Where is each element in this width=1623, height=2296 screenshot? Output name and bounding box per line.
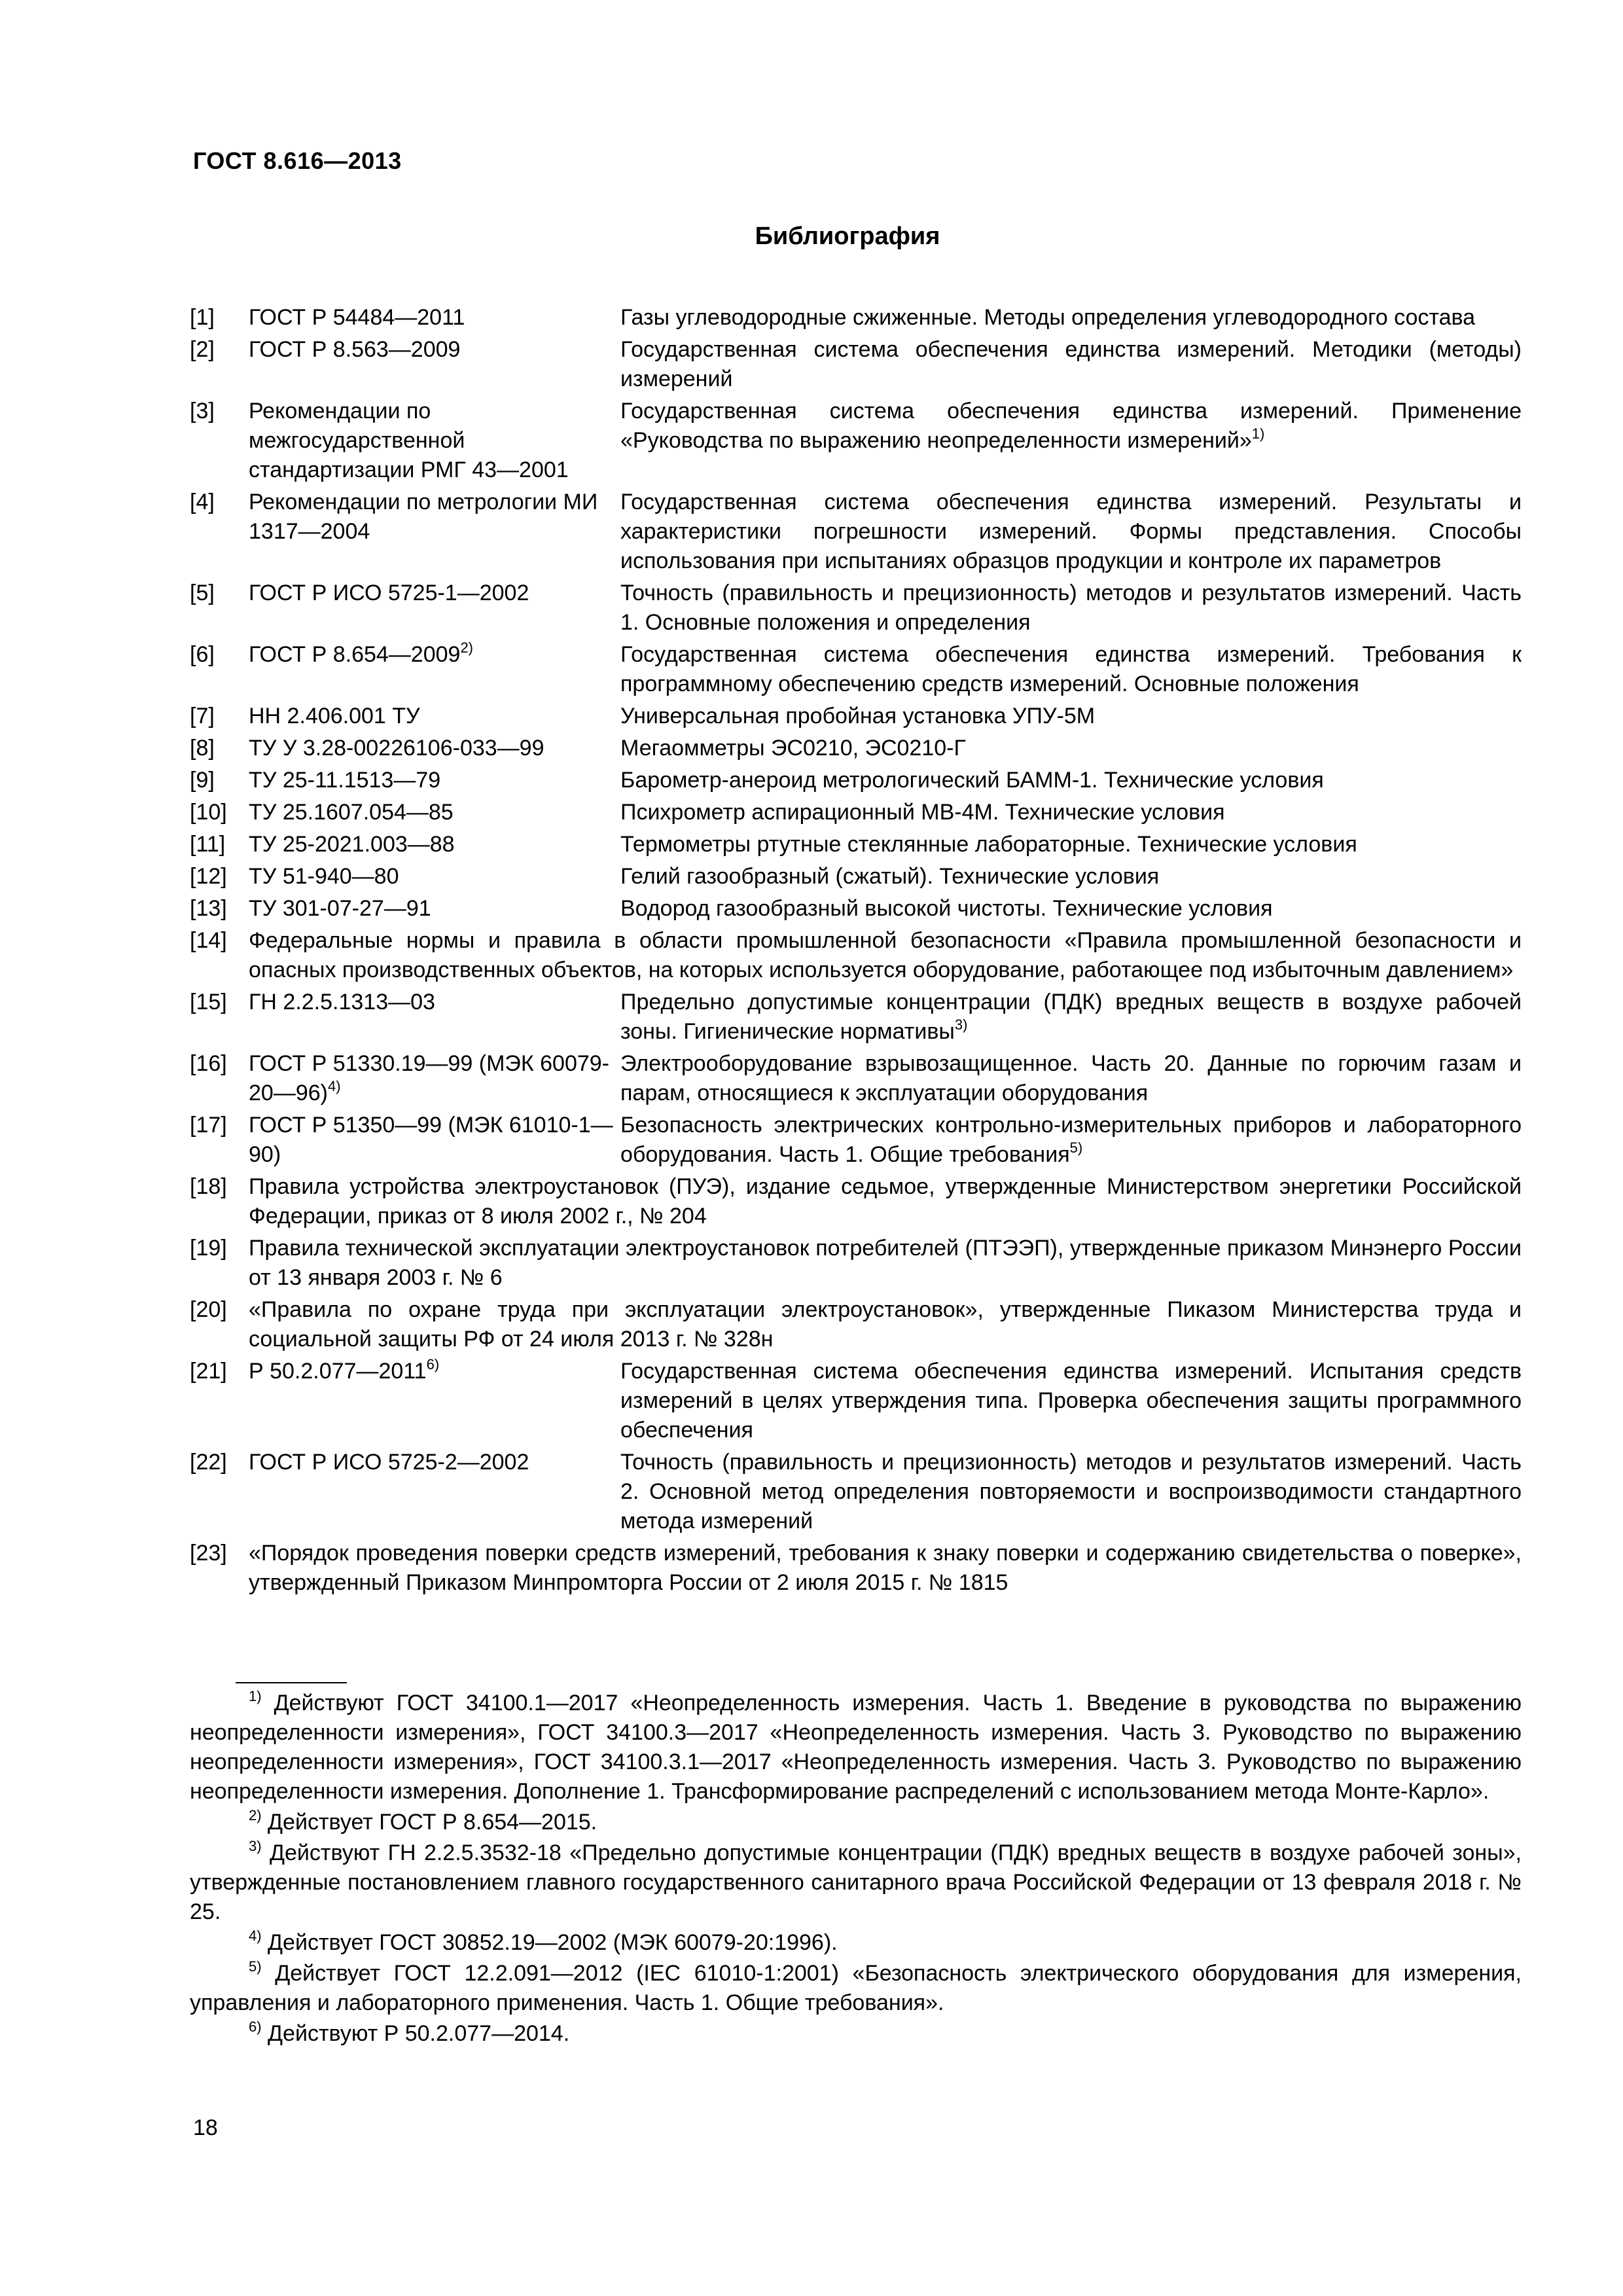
entry-number: [12]	[190, 864, 227, 889]
footnote	[190, 1839, 1522, 1927]
bibliography-entry	[190, 988, 1522, 1047]
entry-description: Предельно допустимые концентрации (ПДК) вредных веществ в воздухе рабочей зоны. Гигиенические нормативы$^{3)}$	[620, 990, 1522, 1044]
entry-text: Правила технической эксплуатации электроустановок потребителей (ПТЭЭП), утвержденные приказом Минэнерго России от 13 января 2003 г. № 6	[249, 1236, 1522, 1290]
entry-source: НН 2.406.001 ТУ	[249, 704, 420, 728]
bibliography-entry	[190, 303, 1522, 332]
entry-text: Правила устройства электроустановок (ПУЭ), издание седьмое, утвержденные Министерством энергетики Российской Федерации, приказ от 8 июля 2002 г., № 204	[249, 1174, 1522, 1229]
footnote-mark: 2)	[249, 1807, 262, 1823]
entry-source: Р 50.2.077—2011$^{6)}$	[249, 1356, 440, 1384]
footnote-mark: 6)	[249, 2018, 262, 2035]
footnote-mark: 3)	[954, 1016, 968, 1033]
footnote	[190, 2019, 1522, 2049]
footnote-text: Действует ГОСТ 30852.19—2002 (МЭК 60079-20:1996).	[268, 1930, 838, 1955]
entry-description: Мегаомметры ЭС0210, ЭС0210-Г	[620, 736, 966, 761]
entry-description: Газы углеводородные сжиженные. Методы определения углеводородного состава	[620, 305, 1476, 330]
entry-source: ТУ 25.1607.054—85	[249, 800, 454, 825]
entry-description: Водород газообразный высокой чистоты. Технические условия	[620, 896, 1273, 921]
entry-number: [18]	[190, 1174, 227, 1199]
entry-description: Универсальная пробойная установка УПУ-5М	[620, 704, 1096, 728]
entry-number: [16]	[190, 1051, 227, 1076]
bibliography-entry	[190, 488, 1522, 576]
entry-number: [8]	[190, 736, 215, 761]
entry-source: ТУ 25-2021.003—88	[249, 832, 455, 857]
footnote-mark: 6)	[426, 1356, 440, 1372]
bibliography-entry	[190, 766, 1522, 795]
entry-description: Государственная система обеспечения единства измерений. Требования к программному обеспечению средств измерений. Основные положения	[620, 642, 1522, 696]
entry-source: Рекомендации по межгосударственной стандартизации РМГ 43—2001	[249, 399, 569, 482]
entry-number: [17]	[190, 1113, 227, 1138]
entry-number: [23]	[190, 1541, 227, 1566]
footnote-mark: 4)	[249, 1928, 262, 1944]
entry-number: [13]	[190, 896, 227, 921]
bibliography-entry	[190, 1049, 1522, 1108]
entry-number: [21]	[190, 1359, 227, 1384]
footnote-text: Действуют ГОСТ 34100.1—2017 «Неопределенность измерения. Часть 1. Введение в руководства по выражению неопределенности измерения», ГОСТ 34100.3—2017 «Неопределенность измерения. Часть 3. Руководство по выражению неопределенности измерения», ГОСТ 34100.3.1—2017 «Неопределенность измерения. Часть 3. Руководство по выражению неопределенности измерения. Дополнение 1. Трансформирование распределений с использованием метода Монте-Карло».	[190, 1691, 1522, 1804]
entry-text: «Правила по охране труда при эксплуатации электроустановок», утвержденные Пиказом Министерства труда и социальной защиты РФ от 24 июля 2013 г. № 328н	[249, 1297, 1522, 1352]
footnote	[190, 1959, 1522, 2018]
bibliography-entry	[190, 1357, 1522, 1445]
bibliography-entry	[190, 926, 1522, 985]
entry-source: Рекомендации по метрологии МИ 1317—2004	[249, 490, 598, 544]
entry-number: [22]	[190, 1450, 227, 1475]
entry-description: Точность (правильность и прецизионность) методов и результатов измерений. Часть 1. Основные положения и определения	[620, 581, 1522, 635]
entry-text: «Порядок проведения поверки средств измерений, требования к знаку поверки и содержанию свидетельства о поверке», утвержденный Приказом Минпромторга России от 2 июля 2015 г. № 1815	[249, 1541, 1522, 1595]
footnote-text: Действуют ГН 2.2.5.3532-18 «Предельно допустимые концентрации (ПДК) вредных веществ в воздухе рабочей зоны», утвержденные постановлением главного государственного санитарного врача Российской Федерации от 13 февраля 2018 г. № 25.	[190, 1840, 1522, 1924]
bibliography-entry	[190, 734, 1522, 763]
footnote-mark: 3)	[249, 1838, 262, 1854]
entry-number: [4]	[190, 490, 215, 514]
bibliography-entry	[190, 1234, 1522, 1293]
entry-source: ГОСТ Р 51350—99 (МЭК 61010-1—90)	[249, 1113, 613, 1167]
entry-number: [10]	[190, 800, 227, 825]
page-number: 18	[193, 2115, 218, 2140]
bibliography-entry	[190, 1295, 1522, 1354]
bibliography-entry	[190, 862, 1522, 891]
entry-description: Гелий газообразный (сжатый). Технические условия	[620, 864, 1160, 889]
page-title: Библиография	[755, 223, 940, 250]
entry-source: ГОСТ Р 51330.19—99 (МЭК 60079-20—96)$^{4)}$	[249, 1051, 609, 1105]
bibliography-entry	[190, 1448, 1522, 1536]
entry-description: Государственная система обеспечения единства измерений. Результаты и характеристики погрешности измерений. Формы представления. Способы использования при испытаниях образцов продукции и контроле их параметров	[620, 490, 1522, 573]
entry-source: ГОСТ Р 8.654—2009$^{2)}$	[249, 639, 473, 667]
bibliography-entry	[190, 579, 1522, 637]
footnote-text: Действуют Р 50.2.077—2014.	[268, 2021, 570, 2046]
footnote-mark: 5)	[1069, 1139, 1083, 1156]
entry-description: Государственная система обеспечения единства измерений. Испытания средств измерений в целях утверждения типа. Проверка обеспечения защиты программного обеспечения	[620, 1359, 1522, 1443]
footnote-mark: 4)	[327, 1078, 341, 1094]
entry-source: ГН 2.2.5.1313—03	[249, 990, 435, 1014]
entry-source: ГОСТ Р 8.563—2009	[249, 337, 461, 362]
entry-description: Государственная система обеспечения единства измерений. Методики (методы) измерений	[620, 337, 1522, 391]
entry-number: [5]	[190, 581, 215, 605]
entry-number: [3]	[190, 399, 215, 423]
bibliography-list	[190, 303, 1522, 1600]
bibliography-entry	[190, 702, 1522, 731]
entry-description: Барометр-анероид метрологический БАММ-1. Технические условия	[620, 768, 1324, 793]
bibliography-entry	[190, 640, 1522, 699]
footnote-mark: 1)	[249, 1688, 262, 1704]
entry-source: ТУ 25-11.1513—79	[249, 768, 441, 793]
entry-description: Психрометр аспирационный МВ-4М. Технические условия	[620, 800, 1225, 825]
footnote	[190, 1928, 1522, 1958]
bibliography-entry	[190, 1111, 1522, 1170]
entry-source: ТУ 301-07-27—91	[249, 896, 431, 921]
entry-description: Электрооборудование взрывозащищенное. Часть 20. Данные по горючим газам и парам, относящиеся к эксплуатации оборудования	[620, 1051, 1522, 1105]
document-header: ГОСТ 8.616—2013	[193, 147, 402, 174]
footnote-text: Действует ГОСТ 12.2.091—2012 (IEC 61010-1:2001) «Безопасность электрического оборудования для измерения, управления и лабораторного применения. Часть 1. Общие требования».	[190, 1961, 1522, 2015]
entry-number: [19]	[190, 1236, 227, 1261]
bibliography-entry	[190, 335, 1522, 394]
entry-source: ГОСТ Р ИСО 5725-1—2002	[249, 581, 529, 605]
entry-text: Федеральные нормы и правила в области промышленной безопасности «Правила промышленной безопасности и опасных производственных объектов, на которых используется оборудование, работающее под избыточным давлением»	[249, 928, 1522, 982]
entry-number: [15]	[190, 990, 227, 1014]
footnote	[190, 1689, 1522, 1806]
entry-number: [9]	[190, 768, 215, 793]
entry-source: ГОСТ Р 54484—2011	[249, 305, 465, 330]
footnote-mark: 1)	[1251, 425, 1265, 442]
bibliography-entry	[190, 830, 1522, 859]
bibliography-entry	[190, 798, 1522, 827]
entry-number: [6]	[190, 642, 215, 667]
footnote-divider	[236, 1682, 347, 1683]
bibliography-entry	[190, 397, 1522, 485]
entry-source: ТУ 51-940—80	[249, 864, 399, 889]
entry-description: Государственная система обеспечения единства измерений. Применение «Руководства по выражению неопределенности измерений»$^{1)}$	[620, 399, 1522, 453]
entry-source: ГОСТ Р ИСО 5725-2—2002	[249, 1450, 529, 1475]
entry-description: Точность (правильность и прецизионность) методов и результатов измерений. Часть 2. Основной метод определения повторяемости и воспроизводимости стандартного метода измерений	[620, 1450, 1522, 1534]
footnotes	[190, 1689, 1522, 2050]
entry-number: [14]	[190, 928, 227, 953]
footnote-mark: 5)	[249, 1958, 262, 1975]
bibliography-entry	[190, 1172, 1522, 1231]
entry-number: [11]	[190, 832, 226, 857]
bibliography-entry	[190, 1539, 1522, 1598]
entry-number: [20]	[190, 1297, 227, 1322]
entry-source: ТУ У 3.28-00226106-033—99	[249, 736, 544, 761]
entry-description: Безопасность электрических контрольно-измерительных приборов и лабораторного оборудования. Часть 1. Общие требования$^{5)}$	[620, 1113, 1522, 1167]
footnote	[190, 1808, 1522, 1837]
entry-description: Термометры ртутные стеклянные лабораторные. Технические условия	[620, 832, 1357, 857]
entry-number: [2]	[190, 337, 215, 362]
entry-number: [1]	[190, 305, 215, 330]
bibliography-entry	[190, 894, 1522, 924]
footnote-text: Действует ГОСТ Р 8.654—2015.	[268, 1810, 597, 1835]
footnote-mark: 2)	[460, 639, 473, 656]
entry-number: [7]	[190, 704, 215, 728]
